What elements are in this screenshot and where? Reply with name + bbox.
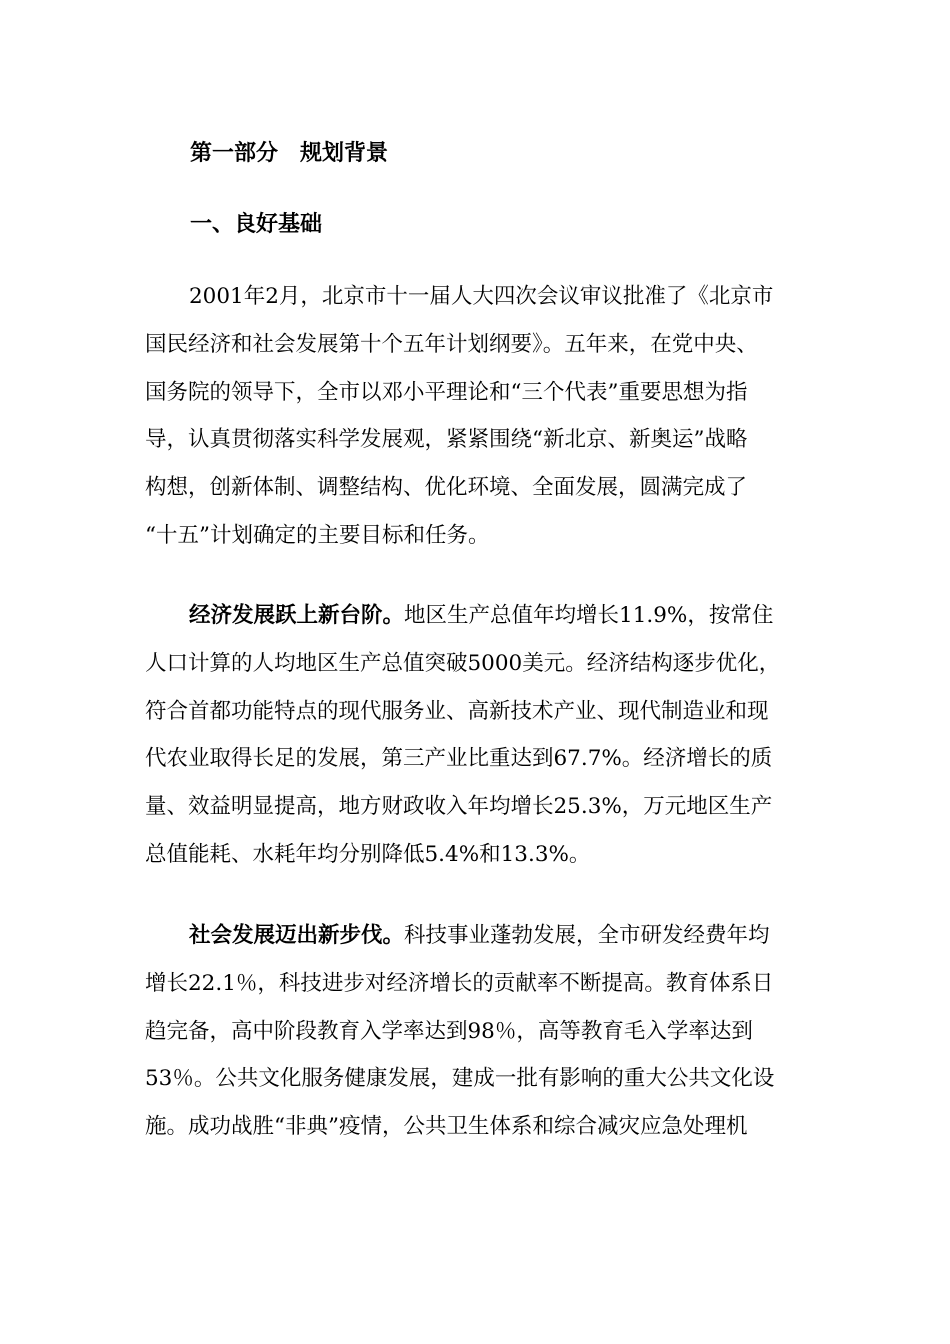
paragraph-line: 量、效益明显提高，地方财政收入年均增长25.3%，万元地区生产 <box>145 794 773 820</box>
paragraph-line: 人口计算的人均地区生产总值突破5000美元。经济结构逐步优化， <box>145 650 781 676</box>
paragraph-line-text: 科技事业蓬勃发展，全市研发经费年均 <box>404 923 770 948</box>
paragraph-economy <box>145 592 797 879</box>
paragraph-line: “十五”计划确定的主要目标和任务。 <box>145 522 490 548</box>
paragraph-first-line <box>145 592 797 640</box>
paragraph-line: 国民经济和社会发展第十个五年计划纲要》。五年来，在党中央、 <box>145 331 758 357</box>
paragraph-line: 趋完备，高中阶段教育入学率达到98％，高等教育毛入学率达到 <box>145 1018 753 1044</box>
paragraph-line: 符合首都功能特点的现代服务业、高新技术产业、现代制造业和现 <box>145 698 769 724</box>
paragraph-line: 增长22.1％，科技进步对经济增长的贡献率不断提高。教育体系日 <box>145 970 774 996</box>
paragraph-first-line <box>145 912 797 960</box>
paragraph-overview <box>145 273 797 560</box>
paragraph-line: 2001年2月，北京市十一届人大四次会议审议批准了《北京市 <box>189 284 774 309</box>
paragraph-line: 53％。公共文化服务健康发展，建成一批有影响的重大公共文化设 <box>145 1066 775 1092</box>
paragraph-line: 构想，创新体制、调整结构、优化环境、全面发展，圆满完成了 <box>145 475 748 501</box>
paragraph-line-text: 地区生产总值年均增长11.9%，按常住 <box>404 603 774 628</box>
paragraph-line: 代农业取得长足的发展，第三产业比重达到67.7%。经济增长的质 <box>145 746 773 772</box>
paragraph-line: 国务院的领导下，全市以邓小平理论和“三个代表”重要思想为指 <box>145 379 748 405</box>
paragraph-lead: 社会发展迈出新步伐。 <box>189 923 405 948</box>
paragraph-line: 导，认真贯彻落实科学发展观，紧紧围绕“新北京、新奥运”战略 <box>145 427 748 453</box>
paragraph-lead: 经济发展跃上新台阶。 <box>189 603 405 628</box>
paragraph-line: 施。成功战胜“非典”疫情，公共卫生体系和综合减灾应急处理机 <box>145 1114 748 1140</box>
section-heading: 一、良好基础 <box>190 211 323 237</box>
part-heading: 第一部分 规划背景 <box>190 140 389 166</box>
paragraph-society <box>145 912 797 1151</box>
paragraph-line: 总值能耗、水耗年均分别降低5.4%和13.3%。 <box>145 841 591 867</box>
